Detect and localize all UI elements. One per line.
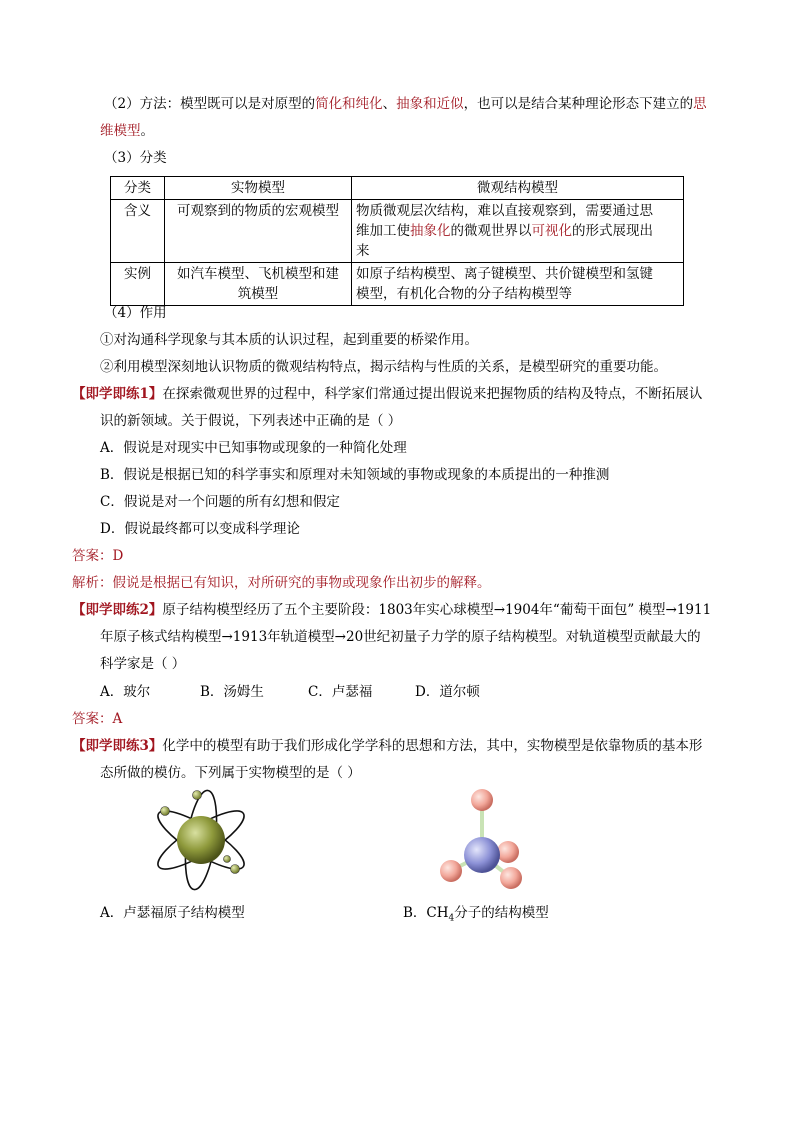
q1-answer: 答案：D: [72, 548, 124, 564]
q1-option-a[interactable]: A．假说是对现实中已知事物或现象的一种简化处理: [100, 440, 407, 456]
q2-option-b[interactable]: B．汤姆生: [200, 684, 264, 700]
header-physical: 实物模型: [165, 177, 352, 200]
q2-tag: 【即学即练2】: [72, 602, 163, 618]
table-row: [111, 263, 684, 306]
method-highlight-2: 抽象和近似: [396, 96, 464, 112]
method-line-2: 维模型。: [100, 123, 154, 139]
q1-option-d[interactable]: D．假说最终都可以变成科学理论: [100, 521, 300, 537]
q3-line-2: 态所做的模仿。下列属于实物模型的是（ ）: [100, 765, 361, 781]
classification-table: [110, 176, 684, 306]
ch4-molecule-model-image[interactable]: [430, 780, 540, 890]
q1-tag: 【即学即练1】: [72, 386, 163, 402]
physical-example: 如汽车模型、飞机模型和建 筑模型: [165, 263, 352, 306]
micro-meaning: 物质微观层次结构，难以直接观察到，需要通过思 维加工使抽象化的微观世界以可视化的形式展现出 来: [352, 200, 684, 263]
q1-option-b[interactable]: B．假说是根据已知的科学事实和原理对未知领域的事物或现象的本质提出的一种推测: [100, 467, 610, 483]
function-item-2: ②利用模型深刻地认识物质的微观结构特点，揭示结构与性质的关系，是模型研究的重要功能。: [100, 359, 667, 375]
method-highlight-1: 简化和纯化: [315, 96, 383, 112]
row-label-example: 实例: [111, 263, 165, 306]
q2-option-c[interactable]: C．卢瑟福: [308, 684, 373, 700]
micro-example: 如原子结构模型、离子键模型、共价键模型和氢键 模型，有机化合物的分子结构模型等: [352, 263, 684, 306]
rutherford-atom-model-image[interactable]: [143, 783, 263, 893]
q1-line-1: 【即学即练1】在探索微观世界的过程中，科学家们常通过提出假说来把握物质的结构及特点，不断拓展认: [72, 386, 703, 402]
q2-answer: 答案：A: [72, 711, 123, 727]
header-micro: 微观结构模型: [352, 177, 684, 200]
header-category: 分类: [111, 177, 165, 200]
q3-caption-b: B．$CH_4$分子的结构模型: [403, 905, 549, 924]
q1-analysis: 解析：假说是根据已有知识，对所研究的事物或现象作出初步的解释。: [72, 575, 491, 591]
q1-line-2: 识的新领域。关于假说，下列表述中正确的是（ ）: [100, 413, 402, 429]
table-row: [111, 200, 684, 263]
classification-title: （3）分类: [104, 150, 167, 166]
q3-caption-a: A．卢瑟福原子结构模型: [100, 905, 245, 921]
q1-option-c[interactable]: C．假说是对一个问题的所有幻想和假定: [100, 494, 340, 510]
function-title: （4）作用: [104, 305, 167, 321]
physical-meaning: 可观察到的物质的宏观模型: [165, 200, 352, 263]
q2-option-a[interactable]: A．玻尔: [100, 684, 151, 700]
method-line-1: （2）方法：模型既可以是对原型的简化和纯化、抽象和近似，也可以是结合某种理论形态下建立的思: [104, 96, 707, 112]
function-item-1: ①对沟通科学现象与其本质的认识过程，起到重要的桥梁作用。: [100, 332, 478, 348]
q2-line-3: 科学家是（ ）: [100, 656, 186, 672]
table-header-row: [111, 177, 684, 200]
q2-option-d[interactable]: D．道尔顿: [415, 684, 480, 700]
method-highlight-3: 思: [693, 96, 707, 112]
row-label-meaning: 含义: [111, 200, 165, 263]
q2-line-2: 年原子核式结构模型→1913年轨道模型→20世纪初量子力学的原子结构模型。对轨道模型贡献最大的: [100, 629, 701, 645]
q3-tag: 【即学即练3】: [72, 738, 163, 754]
q3-line-1: 【即学即练3】化学中的模型有助于我们形成化学学科的思想和方法，其中，实物模型是依靠物质的基本形: [72, 738, 703, 754]
q2-line-1: 【即学即练2】原子结构模型经历了五个主要阶段：1803年实心球模型→1904年“葡萄干面包” 模型→1911: [72, 602, 712, 618]
